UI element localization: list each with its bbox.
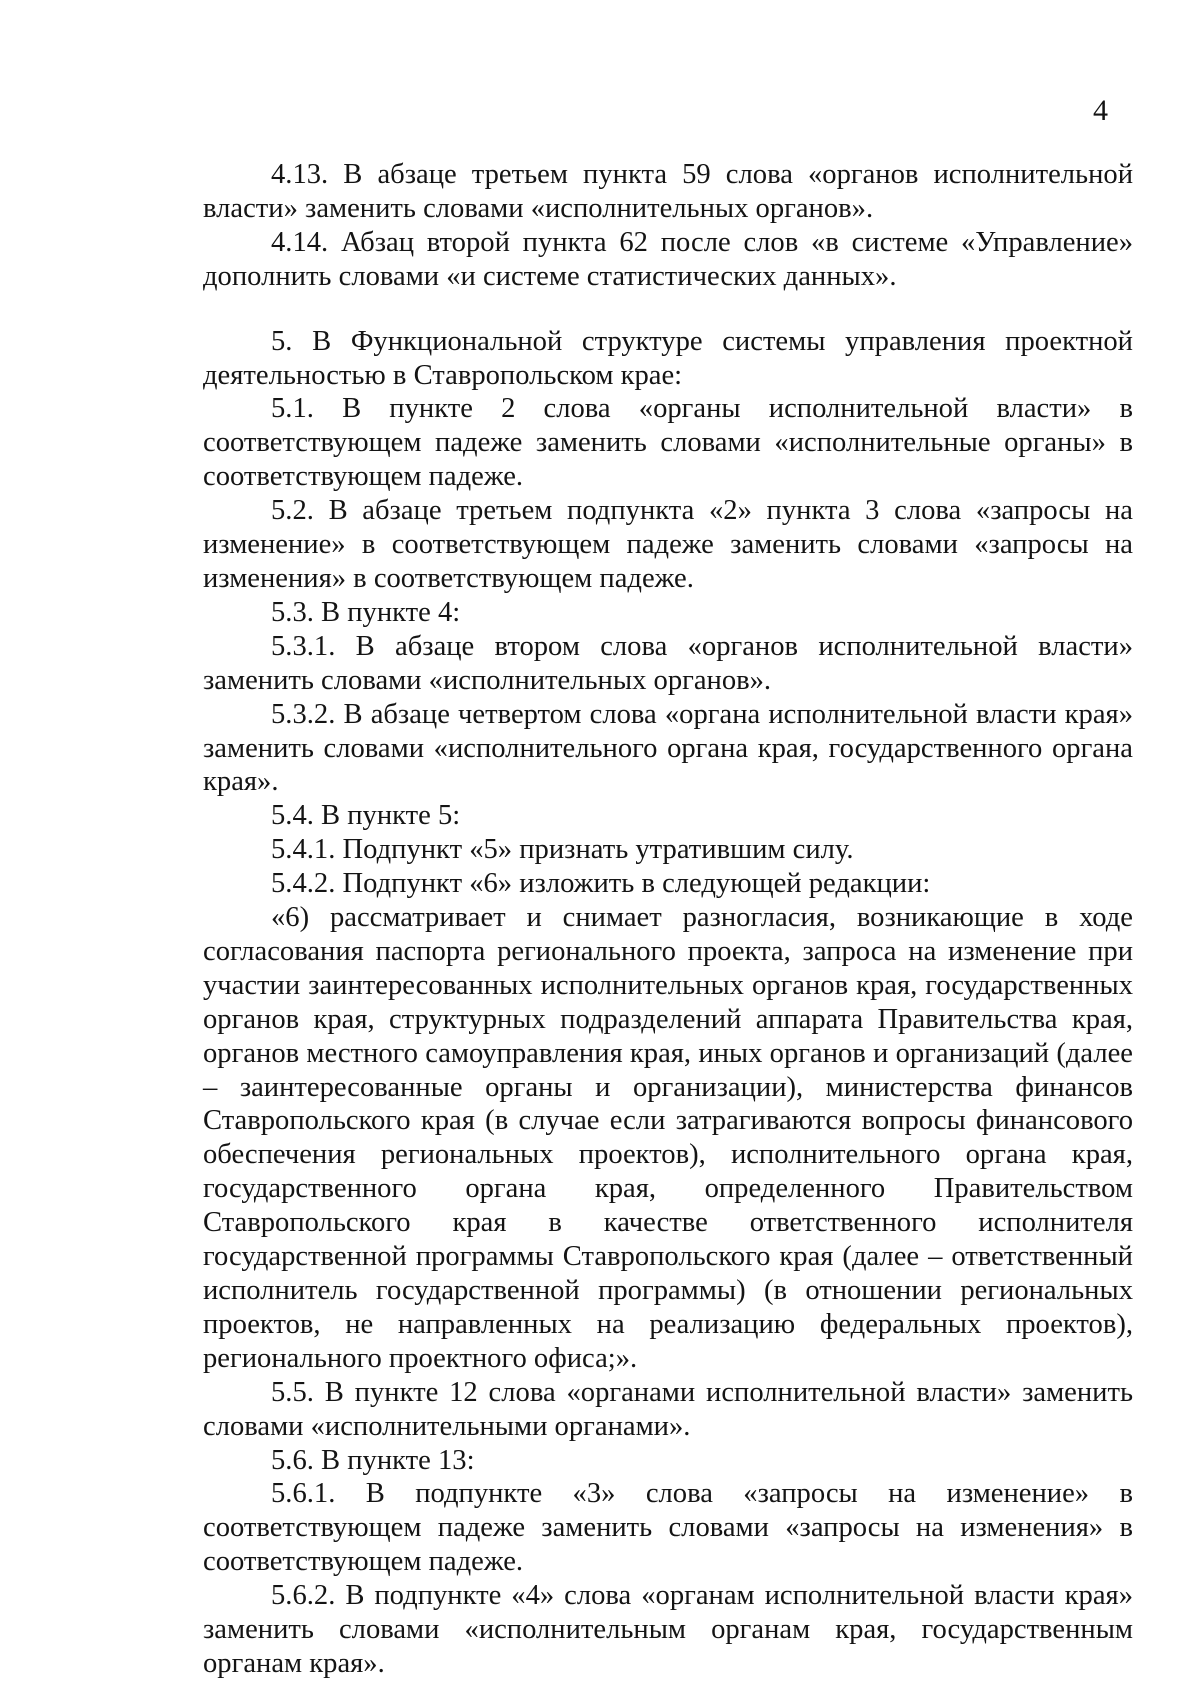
paragraph-5-4-2: 5.4.2. Подпункт «6» изложить в следующей редакции: xyxy=(271,868,931,900)
paragraph-4-14: 4.14. Абзац второй пункта 62 после слов «в системе «Управление» дополнить словами «и системе статистических данных». xyxy=(203,226,1133,292)
paragraph-5-3: 5.3. В пункте 4: xyxy=(271,596,461,628)
paragraph-quoted-item-6: «6) рассматривает и снимает разногласия, возникающие в ходе согласования паспорта регионального проекта, запроса на изменение при участии заинтересованных исполнительных органов края, государственных органов края, структурных подразделений аппарата Правительства края, органов местного самоуправления края, иных органов и организаций (далее – заинтересованные органы и организации), министерства финансов Ставропольского края (в случае если затрагиваются вопросы финансового обеспечения региональных проектов), исполнительного органа края, государственного органа края, определенного Правительством Ставропольского края в качестве ответственного исполнителя государственной программы Ставропольского края (далее – ответственный исполнитель государственной программы) (в отношении региональных проектов, не направленных на реализацию федеральных проектов), регионального проектного офиса;». xyxy=(203,902,1133,1374)
page-number: 4 xyxy=(1093,94,1108,127)
paragraph-5-6-1: 5.6.1. В подпункте «3» слова «запросы на изменение» в соответствующем падеже заменить словами «запросы на изменения» в соответствующем падеже. xyxy=(203,1478,1133,1578)
paragraph-5-6-2: 5.6.2. В подпункте «4» слова «органам исполнительной власти края» заменить словами «исполнительным органам края, государственным органам края». xyxy=(203,1580,1133,1679)
paragraph-4-13: 4.13. В абзаце третьем пункта 59 слова «органов исполнительной власти» заменить словами «исполнительных органов». xyxy=(203,159,1133,224)
paragraph-5-3-2: 5.3.2. В абзаце четвертом слова «органа исполнительной власти края» заменить словами «исполнительного органа края, государственного органа края». xyxy=(203,698,1133,798)
paragraph-gap xyxy=(203,294,1133,325)
paragraph-5-1: 5.1. В пункте 2 слова «органы исполнительной власти» в соответствующем падеже заменить словами «исполнительные органы» в соответствующем падеже. xyxy=(203,393,1133,493)
paragraph-5-6: 5.6. В пункте 13: xyxy=(271,1444,475,1476)
paragraph-5-2: 5.2. В абзаце третьем подпункта «2» пункта 3 слова «запросы на изменение» в соответствующем падеже заменить словами «запросы на изменения» в соответствующем падеже. xyxy=(203,495,1133,594)
paragraph-5: 5. В Функциональной структуре системы управления проектной деятельностью в Ставропольском крае: xyxy=(203,325,1133,391)
paragraph-5-4-1: 5.4.1. Подпункт «5» признать утратившим силу. xyxy=(271,834,854,866)
paragraph-5-3-1: 5.3.1. В абзаце втором слова «органов исполнительной власти» заменить словами «исполнительных органов». xyxy=(203,630,1133,696)
document-body xyxy=(203,158,1133,1681)
paragraph-5-4: 5.4. В пункте 5: xyxy=(271,800,461,832)
paragraph-5-5: 5.5. В пункте 12 слова «органами исполнительной власти» заменить словами «исполнительными органами». xyxy=(203,1376,1133,1442)
